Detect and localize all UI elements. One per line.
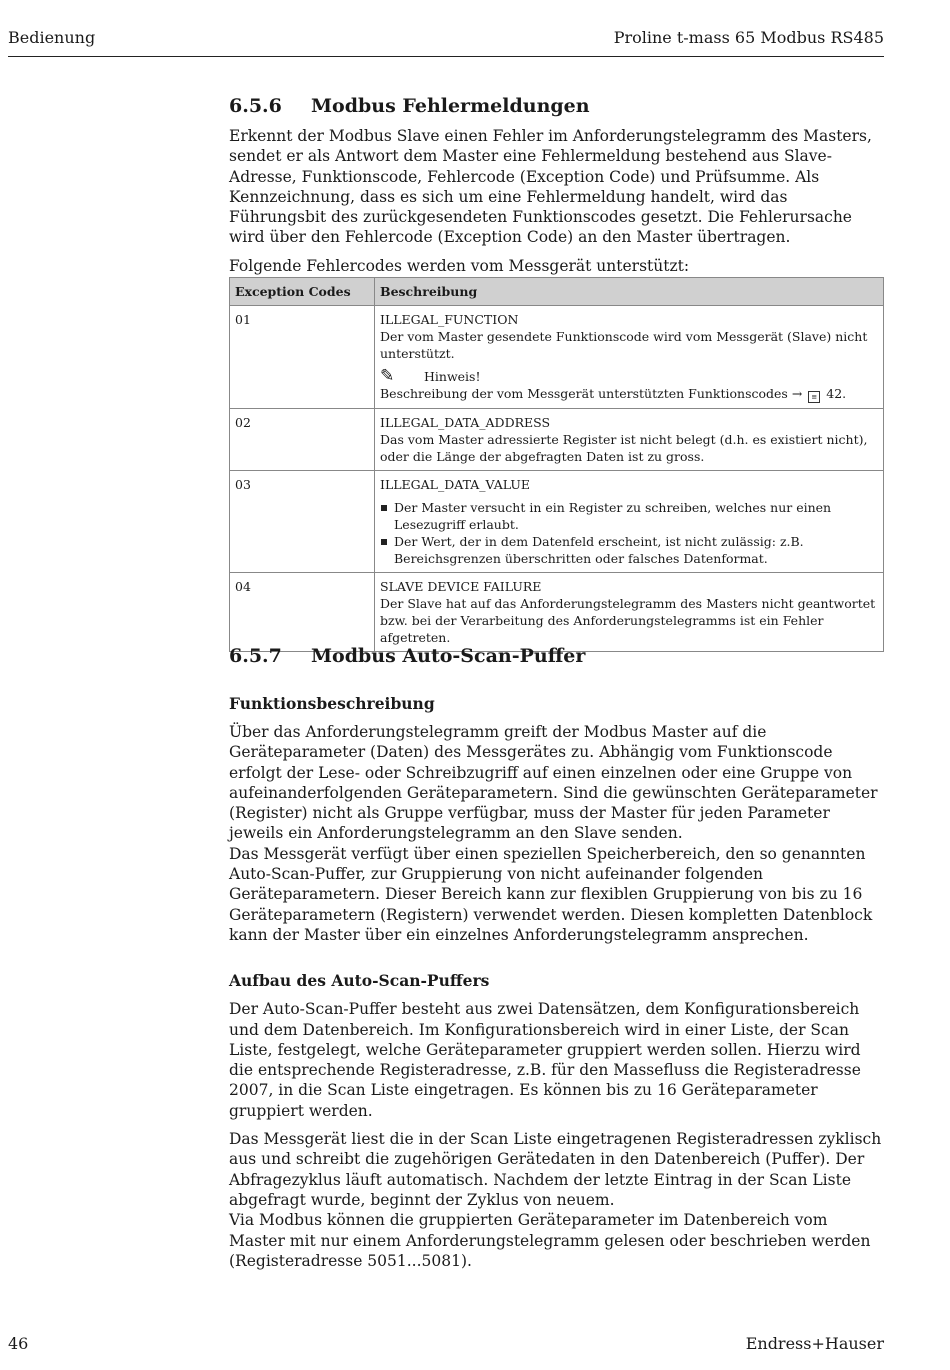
- description-cell: [375, 306, 884, 409]
- column-header: Exception Codes: [230, 278, 375, 306]
- code-cell: 01: [230, 306, 375, 409]
- section-title: Modbus Auto-Scan-Puffer: [311, 645, 586, 667]
- pencil-icon: ✎: [380, 366, 395, 387]
- code-description: Der vom Master gesendete Funktionscode wird vom Messgerät (Slave) nicht unterstützt.: [380, 329, 868, 362]
- exception-codes-table: [229, 277, 884, 652]
- section-number: 6.5.6: [229, 95, 282, 117]
- header-divider: [8, 56, 884, 57]
- code-description: Der Slave hat auf das Anforderungstelegramm des Masters nicht geantwortet bzw. bei der Verarbeitung des Anforderungstelegramms ist ein Fehler afgetreten.: [380, 596, 876, 646]
- code-cell: 04: [230, 573, 375, 652]
- section-657: [229, 645, 884, 1271]
- code-name: ILLEGAL_DATA_VALUE: [380, 477, 531, 493]
- paragraph: Das Messgerät liest die in der Scan Liste eingetragenen Registeradressen zyklisch aus und schreibt die zugehörigen Gerätedaten in den Datenbereich (Puffer). Der Abfragezyklus läuft automatisch. Nachdem der letzte Eintrag in der Scan Liste abgefragt wurde, beginnt der Zyklus von neuem.: [229, 1130, 882, 1209]
- intro-paragraph: Erkennt der Modbus Slave einen Fehler im Anforderungstelegramm des Masters, sendet er als Antwort dem Master eine Fehlermeldung bestehend aus Slave-Adresse, Funktionscode, Fehlercode (Exception Code) und Prüfsumme. Als Kennzeichnung, dass es sich um eine Fehlermeldung handelt, wird das Führungsbit des zurückgesendeten Funktionscodes gesetzt. Die Fehlerursache wird über den Fehlercode (Exception Code) an den Master übertragen.: [229, 127, 872, 247]
- page-number: 46: [8, 1334, 29, 1353]
- code-name: ILLEGAL_DATA_ADDRESS: [380, 415, 551, 431]
- table-row: [230, 573, 884, 652]
- description-cell: [375, 573, 884, 652]
- table-lead: Folgende Fehlercodes werden vom Messgerät unterstützt:: [229, 256, 690, 275]
- brand-name: Endress+Hauser: [745, 1334, 884, 1353]
- section-title: Modbus Fehlermeldungen: [311, 95, 590, 117]
- code-cell: 03: [230, 471, 375, 573]
- paragraph: Via Modbus können die gruppierten Geräteparameter im Datenbereich vom Master mit nur einem Anforderungstelegramm gelesen oder beschrieben werden (Registeradresse 5051...5081).: [229, 1211, 871, 1270]
- table-row: [230, 471, 884, 573]
- subheading: Aufbau des Auto-Scan-Puffers: [229, 971, 490, 991]
- hint-label: Hinweis!: [424, 369, 481, 385]
- section-656: [229, 95, 884, 652]
- table-row: [230, 306, 884, 409]
- table-row: [230, 409, 884, 471]
- paragraph: Das Messgerät verfügt über einen speziellen Speicherbereich, den so genannten Auto-Scan-Puffer, zur Gruppierung von nicht aufeinander folgenden Geräteparametern. Dieser Bereich kann zur flexiblen Gruppierung von bis zu 16 Geräteparametern (Registern) verwendet werden. Diesen kompletten Datenblock kann der Master über ein einzelnes Anforderungstelegramm ansprechen.: [229, 844, 873, 944]
- hint-text: [380, 385, 878, 403]
- description-cell: [375, 409, 884, 471]
- paragraph: Der Auto-Scan-Puffer besteht aus zwei Datensätzen, dem Konfigurationsbereich und dem Datenbereich. Im Konfigurationsbereich wird in einer Liste, der Scan Liste, festgelegt, welche Geräteparameter gruppiert werden sollen. Hierzu wird die entsprechende Registeradresse, z.B. für den Massefluss die Registeradresse 2007, in die Scan Liste eingetragen. Es können bis zu 16 Geräteparameter gruppiert werden.: [229, 1000, 861, 1120]
- table-header-row: [230, 278, 884, 306]
- header-product: Proline t-mass 65 Modbus RS485: [613, 28, 884, 47]
- code-name: ILLEGAL_FUNCTION: [380, 312, 519, 328]
- section-heading: [229, 645, 884, 667]
- section-number: 6.5.7: [229, 645, 282, 667]
- bullet-list: [380, 499, 878, 567]
- code-cell: 02: [230, 409, 375, 471]
- hint-body: Beschreibung der vom Messgerät unterstützten Funktionscodes →: [380, 386, 803, 402]
- list-item: Der Master versucht in ein Register zu schreiben, welches nur einen Lesezugriff erlaubt.: [380, 499, 878, 533]
- column-header: Beschreibung: [375, 278, 884, 306]
- list-item: Der Wert, der in dem Datenfeld erscheint, ist nicht zulässig: z.B. Bereichsgrenzen überschritten oder falsches Datenformat.: [380, 533, 878, 567]
- hint-page: 42.: [826, 386, 847, 402]
- section-heading: [229, 95, 884, 117]
- hint: [380, 368, 878, 385]
- page-reference-icon: ≡: [808, 391, 820, 403]
- code-name: SLAVE DEVICE FAILURE: [380, 579, 542, 595]
- subheading: Funktionsbeschreibung: [229, 694, 435, 713]
- header-chapter: Bedienung: [8, 28, 96, 47]
- code-description: Das vom Master adressierte Register ist nicht belegt (d.h. es existiert nicht), oder die Länge der abgefragten Daten ist zu gross.: [380, 432, 868, 465]
- paragraph: Über das Anforderungstelegramm greift der Modbus Master auf die Geräteparameter (Daten) des Messgerätes zu. Abhängig vom Funktionscode erfolgt der Lese- oder Schreibzugriff auf einen einzelnen oder eine Gruppe von aufeinanderfolgenden Geräteparametern. Sind die gewünschten Geräteparameter (Register) nicht als Gruppe verfügbar, muss der Master für jeden Parameter jeweils ein Anforderungstelegramm an den Slave senden.: [229, 723, 878, 843]
- description-cell: [375, 471, 884, 573]
